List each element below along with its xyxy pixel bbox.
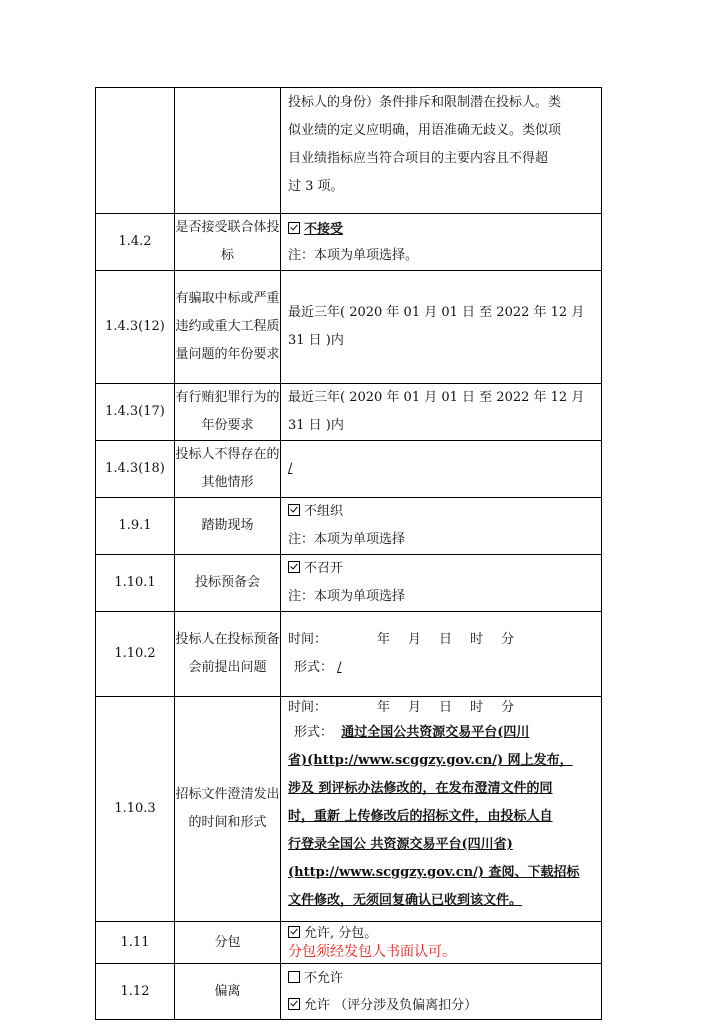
table-row [96,498,602,555]
table-row [96,555,602,612]
checked-box-icon [288,222,300,234]
time-label: 时间： [288,632,328,647]
item-content-cell [281,384,602,441]
date-range-line: 最近三年( 2020 年 01 月 01 日 至 2022 年 12 月 [288,305,585,320]
form-line [288,719,597,747]
minute-unit: 分 [501,700,515,715]
minute-unit: 分 [501,632,515,647]
year-unit: 年 [377,700,391,715]
option-text: 不接受 [304,222,344,237]
time-label: 时间： [288,700,328,715]
option-line [288,555,597,583]
checked-box-icon [288,504,300,516]
item-name-cell: 投标人在投标预备会前提出问题 [175,612,281,697]
content-line: 投标人的身份）条件排斥和限制潜在投标人。类 [288,95,562,110]
item-name-cell: 是否接受联合体投标 [175,214,281,271]
form-text-line: 行登录全国公 共资源交易平台(四川省) [288,837,513,852]
table-row [96,697,602,922]
date-range-line: 31 日 )内 [288,418,344,433]
item-number-cell: 1.10.3 [96,697,175,922]
item-content-cell [281,441,602,498]
option-line [288,216,597,244]
item-number-cell [96,88,175,214]
date-range-line: 最近三年( 2020 年 01 月 01 日 至 2022 年 12 月 [288,390,585,405]
content-line: 目业绩指标应当符合项目的主要内容且不得超 [288,151,549,166]
form-value: / [337,660,342,675]
hour-unit: 时 [470,700,484,715]
option-line [288,498,597,526]
item-content-cell [281,922,602,964]
form-label: 形式： [294,660,334,675]
table-row [96,384,602,441]
form-text-line: 涉及 到评标办法修改的，在发布澄清文件的同 [288,781,553,796]
item-content-cell [281,964,602,1020]
table-row [96,612,602,697]
item-number-cell: 1.9.1 [96,498,175,555]
option-text: 允许 （评分涉及负偏离扣分） [304,997,478,1013]
item-number-cell: 1.12 [96,964,175,1020]
month-unit: 月 [408,632,422,647]
form-line [288,654,597,682]
item-content-cell [281,88,602,214]
option-line [288,924,597,943]
item-name-cell: 招标文件澄清发出的时间和形式 [175,697,281,922]
form-text-line: 文件修改，无须回复确认已收到该文件。 [288,893,523,908]
item-name-cell: 投标人不得存在的其他情形 [175,441,281,498]
item-name-cell: 有骗取中标或严重违约或重大工程质量问题的年份要求 [175,271,281,384]
table-row [96,271,602,384]
option-text: 不召开 [304,561,344,576]
table-row [96,441,602,498]
form-text-line: (http://www.scggzy.gov.cn/) 查阅、下载招标 [288,865,580,880]
content-line: 过 3 项。 [288,179,344,194]
form-text-line: 时，重新 上传修改后的招标文件，由投标人自 [288,809,553,824]
content-line: 似业绩的定义应明确，用语准确无歧义。类似项 [288,123,562,138]
table-row [96,964,602,1020]
checked-box-icon [288,561,300,573]
note-text: 注：本项为单项选择 [288,589,406,604]
item-number-cell: 1.10.1 [96,555,175,612]
item-number-cell: 1.10.2 [96,612,175,697]
item-content-cell [281,555,602,612]
item-content-cell [281,612,602,697]
form-text-line: 省)(http://www.scggzy.gov.cn/) 网上发布， [288,753,573,768]
checked-box-icon [288,998,300,1010]
option-text: 不允许 [304,970,344,986]
month-unit: 月 [408,700,422,715]
item-name-cell: 分包 [175,922,281,964]
item-name-cell: 投标预备会 [175,555,281,612]
item-name-cell: 踏勘现场 [175,498,281,555]
item-number-cell: 1.4.2 [96,214,175,271]
note-text: 注：本项为单项选择。 [288,248,419,263]
item-content-cell [281,214,602,271]
item-name-cell: 有行贿犯罪行为的年份要求 [175,384,281,441]
table-row [96,922,602,964]
red-note-text: 分包须经发包人书面认可。 [288,943,456,960]
item-number-cell: 1.11 [96,922,175,964]
time-line [288,626,597,654]
table-row [96,214,602,271]
day-unit: 日 [439,632,453,647]
option-line [288,992,597,1019]
table-row [96,88,602,214]
hour-unit: 时 [470,632,484,647]
option-text: 允许, 分包。 [304,925,378,941]
note-text: 注：本项为单项选择 [288,532,406,547]
item-number-cell: 1.4.3(17) [96,384,175,441]
day-unit: 日 [439,700,453,715]
item-number-cell: 1.4.3(12) [96,271,175,384]
form-text-line: 通过全国公共资源交易平台(四川 [341,725,530,740]
item-name-cell: 偏离 [175,964,281,1020]
year-unit: 年 [377,632,391,647]
item-name-cell [175,88,281,214]
time-line [288,697,597,719]
item-content-cell [281,271,602,384]
item-number-cell: 1.4.3(18) [96,441,175,498]
item-content-cell [281,697,602,922]
option-line [288,965,597,992]
form-label: 形式： [294,725,334,740]
unchecked-box-icon [288,971,300,983]
checked-box-icon [288,926,300,938]
bid-info-table [95,87,602,1020]
item-content-cell [281,498,602,555]
option-text: 不组织 [304,504,344,519]
date-range-line: 31 日 )内 [288,333,344,348]
value-text: / [288,461,293,476]
